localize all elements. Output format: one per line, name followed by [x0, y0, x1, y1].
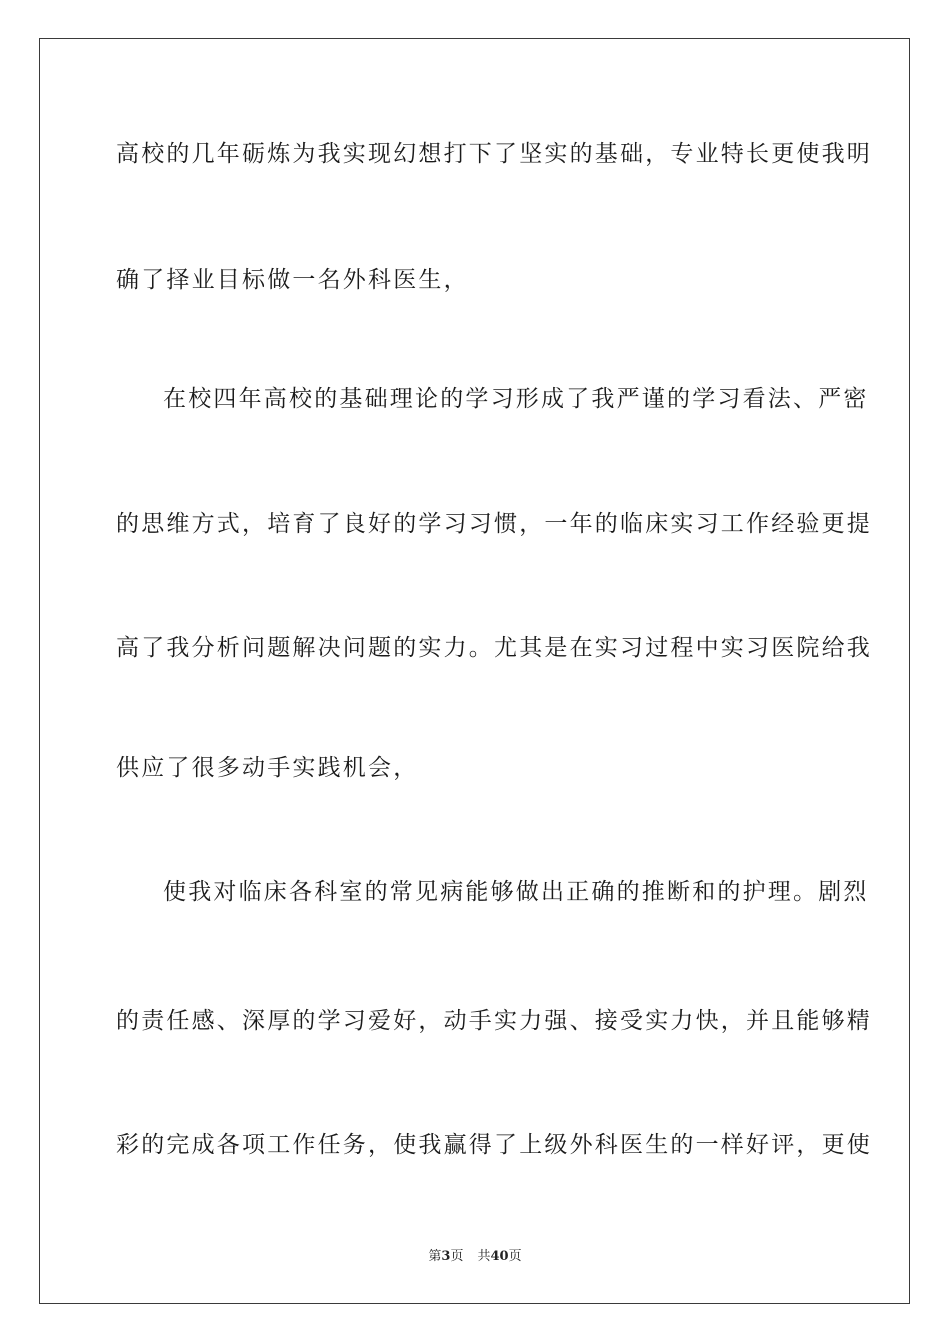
body-text-line-4: 的思维方式，培育了良好的学习习惯，一年的临床实习工作经验更提: [116, 511, 872, 537]
page-border: [39, 38, 910, 1304]
page-number-suffix: 页: [450, 1249, 464, 1264]
page-footer: [0, 1248, 950, 1266]
page-number-prefix: 第: [428, 1249, 442, 1264]
body-text-line-9: 彩的完成各项工作任务，使我赢得了上级外科医生的一样好评，更使: [116, 1132, 872, 1158]
body-text-line-3: 在校四年高校的基础理论的学习形成了我严谨的学习看法、严密: [163, 386, 869, 412]
body-text-line-8: 的责任感、深厚的学习爱好，动手实力强、接受实力快，并且能够精: [116, 1008, 872, 1034]
body-text-line-1: 高校的几年砺炼为我实现幻想打下了坚实的基础，专业特长更使我明: [116, 141, 872, 167]
page-total-suffix: 页: [508, 1249, 522, 1264]
page-total-prefix: 共: [477, 1249, 491, 1264]
page-total-count: 40: [490, 1249, 509, 1264]
body-text-line-6: 供应了很多动手实践机会，: [116, 755, 419, 781]
page-number-current: 3: [441, 1249, 451, 1264]
body-text-line-2: 确了择业目标做一名外科医生，: [116, 267, 469, 293]
body-text-line-7: 使我对临床各科室的常见病能够做出正确的推断和的护理。剧烈: [163, 879, 869, 905]
body-text-line-5: 高了我分析问题解决问题的实力。尤其是在实习过程中实习医院给我: [116, 635, 872, 661]
